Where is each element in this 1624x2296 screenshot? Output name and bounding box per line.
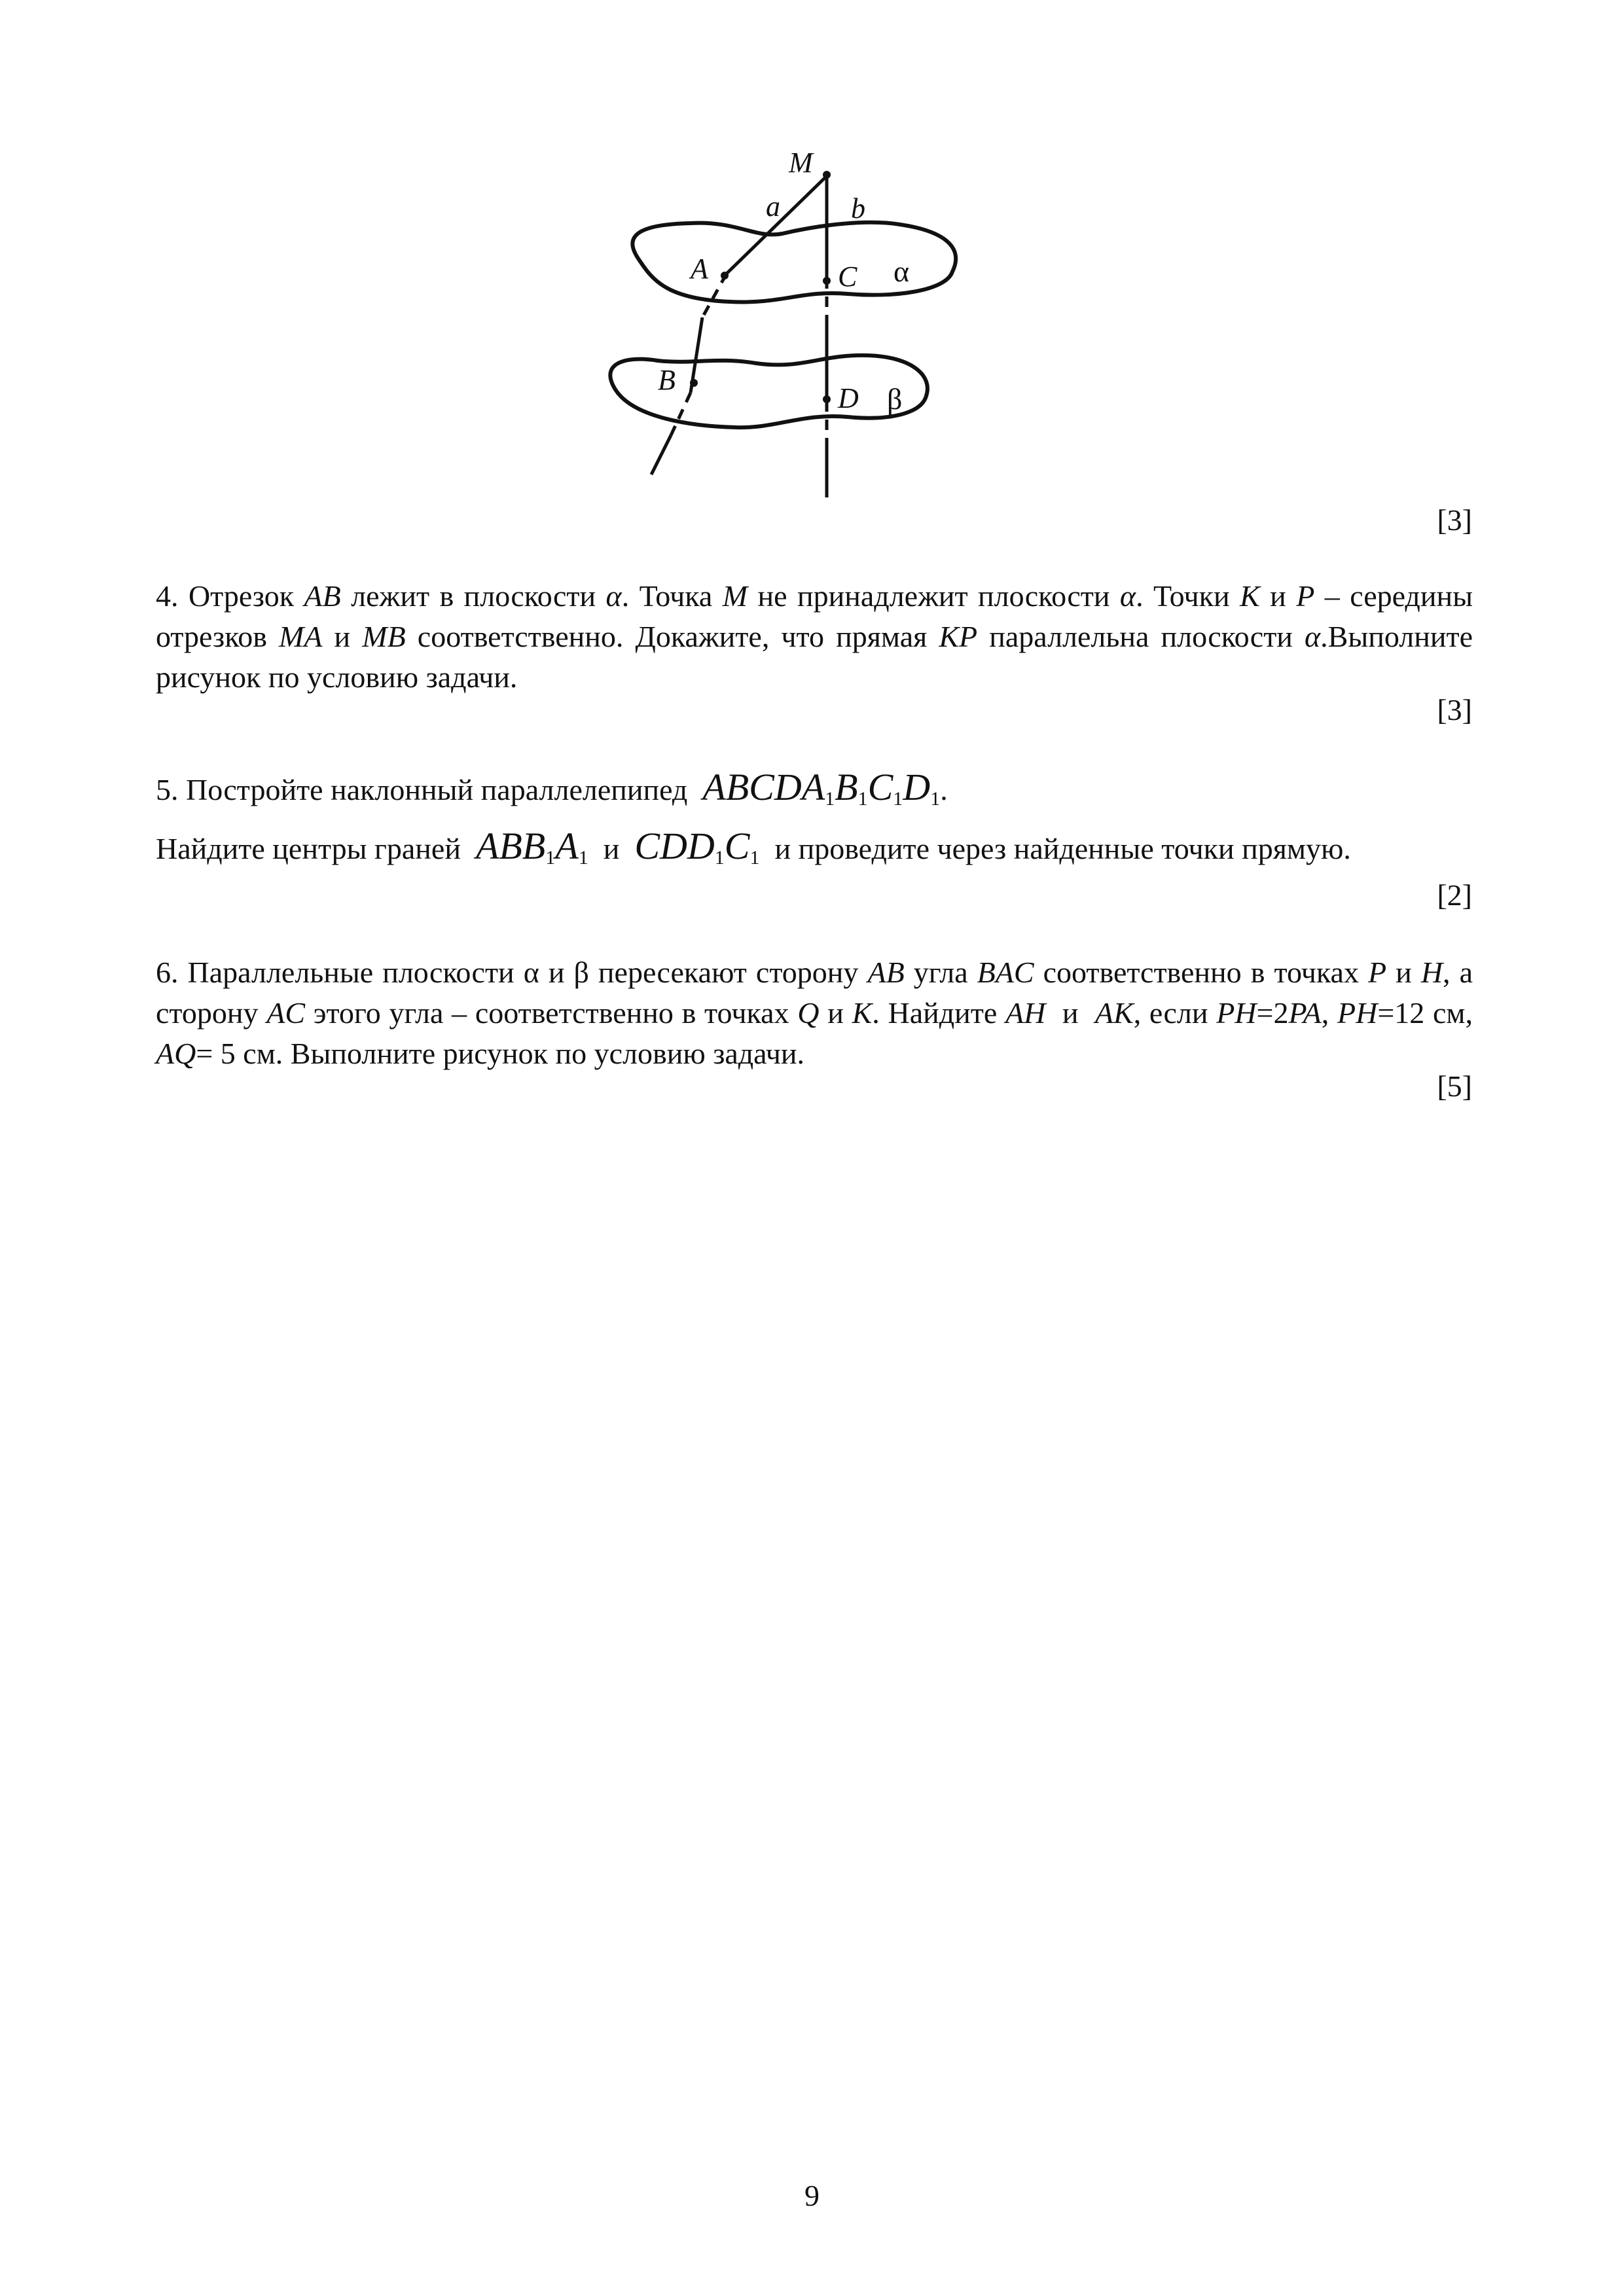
task-5-text: 5. Постройте наклонный параллелепипед (156, 773, 688, 806)
task-4-text: и (1259, 579, 1297, 613)
var: AH (1005, 996, 1046, 1030)
formula-sub: 1 (857, 788, 868, 810)
figure-score: [3] (1437, 503, 1472, 537)
task-4 (156, 576, 1473, 698)
formula-parallelepiped (702, 766, 940, 808)
point-C (823, 277, 831, 285)
var: BAC (977, 956, 1034, 989)
line-a-lower (651, 435, 671, 475)
var: AK (1094, 996, 1134, 1030)
planes-diagram-svg (586, 147, 1005, 501)
task-6-text: и (1045, 996, 1095, 1030)
formula-part: ABB (475, 825, 546, 867)
var: H (1420, 956, 1443, 989)
task-6-text: , если (1133, 996, 1217, 1030)
var: KP (939, 620, 978, 653)
task-5-text: и проведите через найденные точки прямую. (774, 832, 1351, 865)
task-6 (156, 952, 1473, 1074)
var: AQ (156, 1037, 196, 1070)
task-6-text: и (819, 996, 852, 1030)
task-5-score: [2] (1437, 878, 1472, 912)
formula-sub: 1 (714, 847, 725, 869)
point-D (823, 395, 831, 403)
task-6-text: этого угла – соответственно в точках (305, 996, 798, 1030)
task-6-text: соответственно в точках (1034, 956, 1368, 989)
task-6-text: , а сторону (156, 956, 1473, 1030)
var: MB (362, 620, 406, 653)
task-4-text: . Точки (1136, 579, 1240, 613)
task-5-text: Найдите центры граней (156, 832, 461, 865)
label-D: D (838, 382, 859, 414)
line-a-dashed-lower (671, 393, 691, 435)
formula-part: ABCDA (702, 766, 825, 808)
task-4-text: не принадлежит плоскости (748, 579, 1120, 613)
var: α (1305, 620, 1321, 653)
task-6-text: = 5 см. Выполните рисунок по условию задачи. (196, 1037, 805, 1070)
task-6-text: =12 см, (1377, 996, 1473, 1030)
formula-part: D (903, 766, 931, 808)
task-4-text: – середины отрезков (156, 579, 1473, 653)
formula-sub: 1 (749, 847, 760, 869)
task-4-text: параллельна плоскости (977, 620, 1305, 653)
line-a-upper (727, 175, 828, 274)
task-4-text: и (322, 620, 363, 653)
var: PH (1337, 996, 1378, 1030)
task-4-text: .Выполните рисунок по условию задачи. (156, 620, 1473, 694)
task-6-text: . Найдите (872, 996, 1006, 1030)
var: PH (1216, 996, 1257, 1030)
var: M (722, 579, 748, 613)
label-B: B (658, 364, 676, 396)
label-A: A (691, 253, 708, 285)
task-4-text: лежит в плоскости (340, 579, 606, 613)
task-6-text: и (1386, 956, 1421, 989)
label-b: b (851, 192, 865, 224)
label-beta: β (887, 382, 903, 416)
task-6-text: =2 (1256, 996, 1289, 1030)
task-5-line-2 (156, 826, 1473, 878)
task-4-score: [3] (1437, 693, 1472, 726)
formula-face-2 (634, 825, 759, 867)
task-4-text: соответственно. Докажите, что прямая (405, 620, 939, 653)
formula-part: B (835, 766, 858, 808)
task-6-text: 6. Параллельные плоскости α и β пересекают сторону (156, 956, 868, 989)
var: AC (266, 996, 306, 1030)
page-number: 9 (804, 2179, 820, 2212)
task-4-number: 4. (156, 579, 179, 613)
var: AB (867, 956, 905, 989)
var: P (1296, 579, 1315, 613)
point-B (690, 379, 698, 387)
var: K (1240, 579, 1260, 613)
formula-part: A (555, 825, 579, 867)
point-A (721, 272, 729, 279)
formula-sub: 1 (893, 788, 903, 810)
label-alpha: α (893, 255, 910, 288)
var: PA (1288, 996, 1322, 1030)
task-6-text: , (1321, 996, 1337, 1030)
var: α (605, 579, 622, 613)
task-5-text: . (940, 773, 948, 806)
var: P (1368, 956, 1387, 989)
task-4-text: Отрезок (178, 579, 304, 613)
formula-sub: 1 (930, 788, 941, 810)
label-C: C (838, 260, 857, 293)
var: K (852, 996, 873, 1030)
task-5-line-1 (156, 767, 1473, 819)
formula-part: C (867, 766, 893, 808)
formula-part: C (724, 825, 750, 867)
geometry-figure (586, 147, 1005, 501)
task-5-text: и (603, 832, 620, 865)
formula-sub: 1 (825, 788, 835, 810)
task-6-score: [5] (1437, 1069, 1472, 1103)
var: α (1119, 579, 1136, 613)
var: MA (279, 620, 323, 653)
label-a: a (766, 190, 780, 223)
var: AB (304, 579, 341, 613)
task-6-text: угла (904, 956, 977, 989)
var: Q (797, 996, 820, 1030)
formula-part: CDD (634, 825, 715, 867)
label-M: M (789, 147, 813, 179)
formula-sub: 1 (545, 847, 556, 869)
task-4-text: . Точка (621, 579, 723, 613)
formula-face-1 (476, 825, 588, 867)
point-M (823, 171, 831, 179)
formula-sub: 1 (578, 847, 588, 869)
